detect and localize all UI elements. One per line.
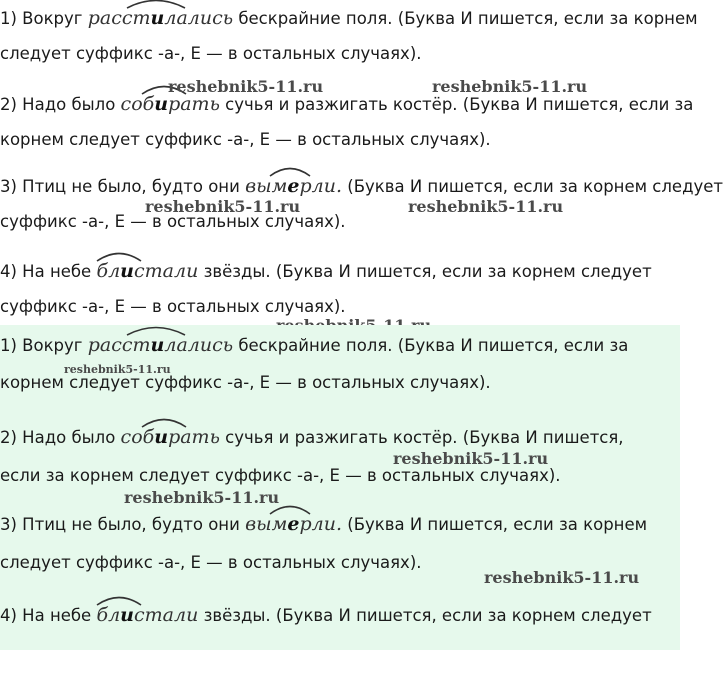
highlighted-word: расстилались [88,8,233,28]
sentence-3: 3) Птиц не было, будто они вымерли. (Буква И пишется, если за корнем [0,514,647,535]
highlighted-word: блистали [96,261,198,281]
root-arc-icon [269,167,311,177]
watermark: reshebnik5-11.ru [145,197,301,216]
root-arc-icon [96,596,142,606]
sentence-4: 4) На небе блистали звёзды. (Буква И пишется, если за корнем следует [0,261,652,282]
sentence-1: 1) Вокруг расстилались бескрайние поля. (Буква И пишется, если за корнем [0,8,698,29]
sentence-2: 2) Надо было собирать сучья и разжигать костёр. (Буква И пишется, если за [0,94,693,115]
sentence-1-cont: следует суффикс -а-, Е — в остальных случаях). [0,44,422,63]
watermark: reshebnik5-11.ru [168,77,324,96]
highlighted-word: вымерли. [245,176,342,196]
highlighted-word: собирать [121,427,220,447]
watermark: reshebnik5-11.ru [408,197,564,216]
watermark: reshebnik5-11.ru [124,488,280,507]
watermark: reshebnik5-11.ru [64,363,171,376]
sentence-2-cont: если за корнем следует суффикс -а-, Е — в остальных случаях). [0,466,561,485]
sentence-2-cont: корнем следует суффикс -а-, Е — в остальных случаях). [0,130,491,149]
sentence-3-cont: суффикс -а-, Е — в остальных случаях). [0,212,346,231]
root-arc-icon [126,326,186,336]
sentence-4-cont: суффикс -а-, Е — в остальных случаях). [0,297,346,316]
highlighted-word: расстилались [88,335,233,355]
highlighted-word: вымерли. [245,514,342,534]
root-arc-icon [96,252,142,262]
watermark: reshebnik5-11.ru [393,449,549,468]
highlighted-word: блистали [96,605,198,625]
watermark: reshebnik5-11.ru [484,568,640,587]
highlighted-word: собирать [121,94,220,114]
sentence-1: 1) Вокруг расстилались бескрайние поля. (Буква И пишется, если за [0,335,628,356]
root-arc-icon [141,418,187,428]
watermark: reshebnik5-11.ru [432,77,588,96]
sentence-1-cont: корнем следует суффикс -а-, Е — в остальных случаях). [0,373,491,392]
answer-block-plain [0,0,723,325]
sentence-2: 2) Надо было собирать сучья и разжигать костёр. (Буква И пишется, [0,427,624,448]
sentence-4: 4) На небе блистали звёзды. (Буква И пишется, если за корнем следует [0,605,652,626]
sentence-3-cont: следует суффикс -а-, Е — в остальных случаях). [0,553,422,572]
answer-block-highlighted [0,325,680,650]
sentence-3: 3) Птиц не было, будто они вымерли. (Буква И пишется, если за корнем следует [0,176,723,197]
root-arc-icon [126,0,186,9]
